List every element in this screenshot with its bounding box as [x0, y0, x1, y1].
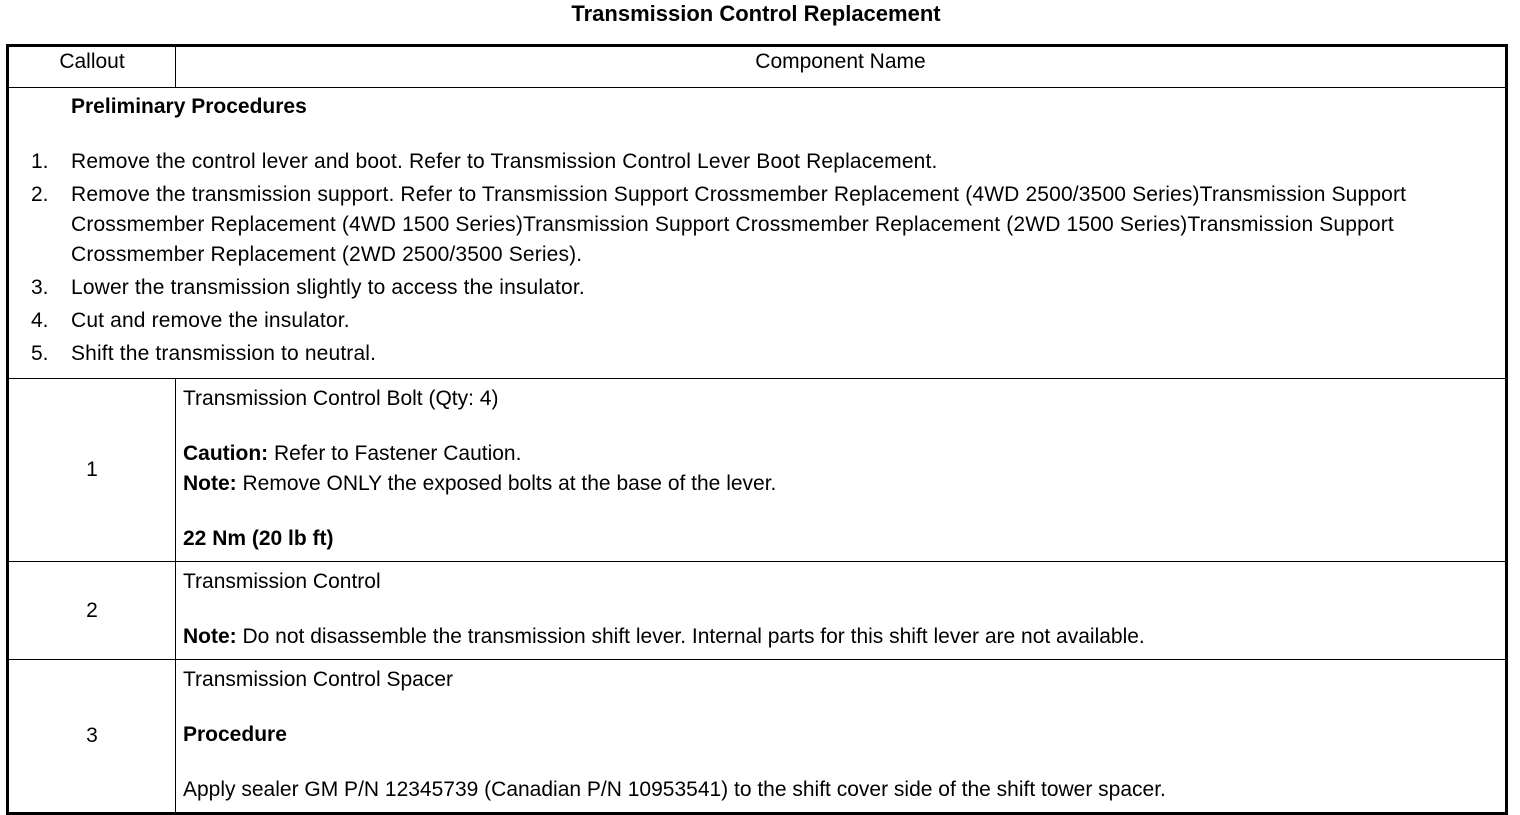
table-row — [8, 562, 1507, 660]
step-text: Cut and remove the insulator. — [71, 309, 350, 332]
component-cell — [176, 562, 1507, 660]
note-label: Note: — [183, 625, 237, 648]
callout-cell: 3 — [8, 660, 176, 814]
procedure-heading: Procedure — [183, 723, 287, 746]
procedure-text: Apply sealer GM P/N 12345739 (Canadian P/N 10953541) to the shift cover side of the shift tower spacer. — [183, 778, 1166, 801]
preliminary-steps — [23, 147, 1485, 369]
step-number: 3. — [31, 276, 49, 299]
note-label: Note: — [183, 472, 237, 495]
note-line — [183, 469, 1497, 499]
callout-cell: 2 — [8, 562, 176, 660]
step-text: Shift the transmission to neutral. — [71, 342, 377, 365]
step-text: Remove the transmission support. Refer to Transmission Support Crossmember Replacement (4WD 2500/3500 Series)Transmission Support Crossmember Replacement (4WD 1500 Series)Transmission Support Crossmember Replacement (2WD 1500 Series)Transmission Support Crossmember Replacement (2WD 2500/3500 Series). — [71, 183, 1407, 266]
component-table — [6, 44, 1508, 815]
callout-header: Callout — [8, 46, 176, 88]
caution-text: Refer to Fastener Caution. — [268, 442, 522, 465]
list-item — [23, 273, 1485, 303]
list-item — [23, 339, 1485, 369]
preliminary-row — [8, 88, 1507, 379]
caution-label: Caution: — [183, 442, 269, 465]
list-item — [23, 306, 1485, 336]
step-number: 5. — [31, 342, 49, 365]
table-header-row — [8, 46, 1507, 88]
note-text: Remove ONLY the exposed bolts at the base of the lever. — [236, 472, 777, 495]
list-item — [23, 180, 1485, 270]
step-text: Remove the control lever and boot. Refer to Transmission Control Lever Boot Replacement. — [71, 150, 938, 173]
document-title: Transmission Control Replacement — [571, 1, 941, 26]
callout-cell: 1 — [8, 379, 176, 562]
note-text: Do not disassemble the transmission shift lever. Internal parts for this shift lever are not available. — [236, 625, 1145, 648]
table-row — [8, 660, 1507, 814]
step-number: 1. — [31, 150, 49, 173]
caution-line — [183, 439, 1497, 469]
component-name: Transmission Control Spacer — [183, 668, 453, 691]
component-cell — [176, 660, 1507, 814]
preliminary-heading: Preliminary Procedures — [71, 95, 307, 118]
table-row — [8, 379, 1507, 562]
preliminary-cell — [8, 88, 1507, 379]
list-item — [23, 147, 1485, 177]
step-number: 2. — [31, 183, 49, 206]
note-line — [183, 622, 1497, 652]
component-name: Transmission Control — [183, 570, 381, 593]
component-name-header: Component Name — [176, 46, 1507, 88]
component-name: Transmission Control Bolt (Qty: 4) — [183, 387, 499, 410]
component-cell — [176, 379, 1507, 562]
torque-spec: 22 Nm (20 lb ft) — [183, 527, 334, 550]
step-number: 4. — [31, 309, 49, 332]
step-text: Lower the transmission slightly to access the insulator. — [71, 276, 585, 299]
